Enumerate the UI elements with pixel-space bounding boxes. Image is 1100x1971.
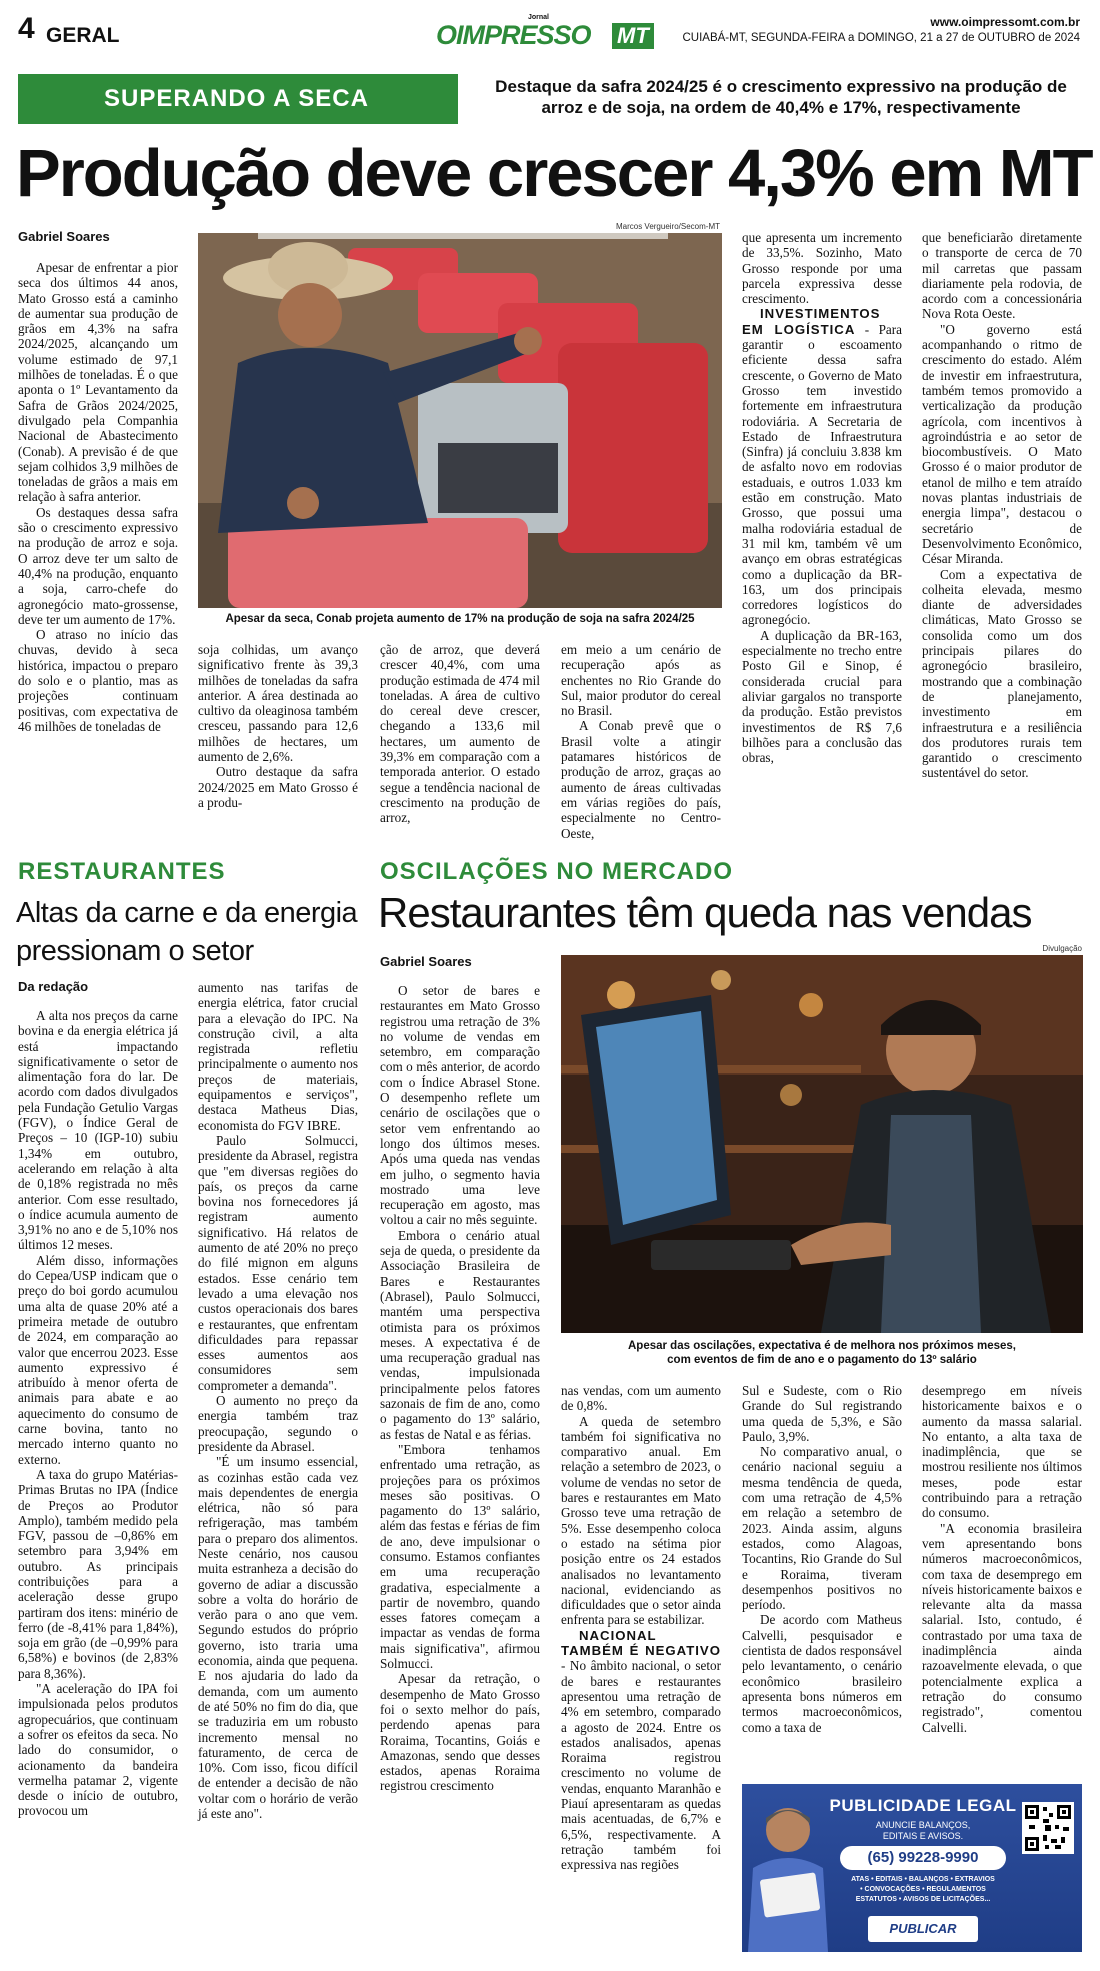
caption-line-1: Apesar das oscilações, expectativa é de melhora nos próximos meses, [628, 1340, 1016, 1352]
paragraph: soja colhidas, um avanço significativo frente às 39,3 milhões de toneladas da safra anterior. A área destinada ao cultivo da oleaginosa também cresceu, passando para 12,6 milhões de hectares, um aumento de 2,6%. [198, 642, 358, 765]
logo-small-text: Jornal [528, 14, 550, 21]
top-story-byline: Gabriel Soares [18, 229, 110, 244]
caption-line-2: com eventos de fim de ano e o pagamento do 13º salário [667, 1354, 977, 1366]
ad-services-3: ESTATUTOS • AVISOS DE LICITAÇÕES... [855, 1896, 991, 1903]
ad-title: PUBLICIDADE LEGAL [829, 1796, 1017, 1815]
top-story-column-6 [922, 230, 1082, 781]
paragraph: "Embora tenhamos enfrentado uma retração, as projeções para os próximos meses são positivas. O pagamento do 13º salário, além das festas e férias de fim de ano, deve impulsionar o consumo. Estamos confiantes em uma recuperação gradativa, especialmente a partir de novembro, quando esses fatores começam a impactar as vendas de forma mais significativa", afirmou Solmucci. [380, 1441, 540, 1672]
paragraph: Outro destaque da safra 2024/2025 em Mato Grosso é a produ- [198, 764, 358, 810]
right-story-column-3 [742, 1383, 902, 1735]
paragraph [742, 306, 902, 627]
right-photo-credit: Divulgação [1042, 944, 1082, 953]
dateline: CUIABÁ-MT, SEGUNDA-FEIRA a DOMINGO, 21 a 27 de OUTUBRO de 2024 [682, 32, 1080, 44]
national-subhead: NACIONAL TAMBÉM É NEGATIVO [561, 1627, 721, 1659]
newspaper-logo [436, 12, 661, 52]
section-label: GERAL [46, 24, 120, 47]
paragraph: A Conab prevê que o Brasil volte a atingir patamares históricos de produção de arroz, graças ao aumento de áreas cultivadas em várias regiões do país, especialmente no Centro-Oeste, [561, 718, 721, 841]
paragraph: Paulo Solmucci, presidente da Abrasel, registra que "em diversas regiões do país, os preços da carne bovina nos fornecedores já registram aumento significativo. Há relatos de aumento de até 20% no preço do filé mignon em alguns estados. Esse cenário tem levado a uma elevação nos custos operacionais dos bares e restaurantes, que enfrentam dificuldades para repassar esses aumentos aos consumidores sem comprometer a demanda". [198, 1132, 358, 1393]
left-story-byline: Da redação [18, 979, 89, 994]
top-story-column-4 [561, 642, 721, 841]
legal-publicity-ad[interactable] [742, 1784, 1082, 1952]
paragraph: Os destaques dessa safra são o crescimento expressivo na produção de arroz e soja. O arroz deve ter um salto de 40,4% na produção, enquanto a soja, carro-chefe do agronegócio mato-grossense, deve ter um aumento de 17%. [18, 504, 178, 627]
ad-services-2: • CONVOCAÇÕES • REGULAMENTOS [860, 1886, 986, 1893]
paragraph: A duplicação da BR-163, especialmente no trecho entre Posto Gil e Sinop, é considerada crucial para aliviar gargalos no transporte da produção. Estão previstos investimentos de R$ 7,6 bilhões para a conclusão das obras, [742, 627, 902, 766]
paragraph: "O governo está acompanhando o ritmo de crescimento do estado. Além de investir em infraestrutura, também temos promovido a verticalização da produção agrícola, com incentivos à agroindústria e ao setor de biocombustíveis. O Mato Grosso é o maior produtor de etanol de milho e tem atraído novas plantas industriais de energia limpa", destacou o secretário de Desenvolvimento Econômico, César Miranda. [922, 321, 1082, 567]
top-photo-credit: Marcos Vergueiro/Secom-MT [615, 222, 720, 231]
farmer-planter-photo [198, 233, 722, 608]
ad-person-figure [748, 1798, 828, 1952]
paragraph: Apesar de enfrentar a pior seca dos últimos 44 anos, Mato Grosso está a caminho de aumentar sua produção de grãos em 4,3% na safra 2024/2025, alcançando um volume estimado de 97,1 milhões de toneladas. É o que aponta o 1º Levantamento da Safra de Grãos 2024/2025, divulgado pela Companhia Nacional de Abastecimento (Conab). A previsão é de que sejam colhidos 3,9 milhões de toneladas de grãos a mais em relação à safra anterior. [18, 260, 178, 505]
paragraph: Sul e Sudeste, com o Rio Grande do Sul registrando uma queda de 5,3%, e São Paulo, 3,9%. [742, 1383, 902, 1444]
right-story-byline: Gabriel Soares [380, 954, 472, 969]
right-story-headline: Restaurantes têm queda nas vendas [378, 889, 1032, 936]
ad-phone[interactable]: (65) 99228-9990 [840, 1846, 1006, 1870]
paragraph: Embora o cenário atual seja de queda, o presidente da Associação Brasileira de Bares e Restaurantes (Abrasel), Paulo Solmucci, mantém uma perspectiva otimista para os próximos meses. A expectativa é de uma recuperação gradual nas vendas, impulsionada principalmente pelos fatores sazonais de fim de ano, como o pagamento do 13º salário, as festas de Natal e as férias. [380, 1227, 540, 1442]
paragraph: A queda de setembro também foi significativa no comparativo anual. Em relação a setembro de 2023, o volume de vendas no setor de bares e restaurantes em Mato Grosso teve uma retração de 5%. Esse desempenho coloca o estado na sétima pior posição entre os 24 estados analisados no levantamento nacional, evidenciando as dificuldades que o setor ainda enfrenta para se estabilizar. [561, 1413, 721, 1628]
top-photo-caption: Apesar da seca, Conab projeta aumento de 17% na produção de soja na safra 2024/25 [225, 613, 695, 625]
ad-services-1: ATAS • EDITAIS • BALANÇOS • EXTRAVIOS [851, 1876, 995, 1883]
top-story-tag: SUPERANDO A SECA [18, 74, 458, 124]
paragraph: que apresenta um incremento de 33,5%. Sozinho, Mato Grosso responde por uma parcela expressiva desse crescimento. [742, 230, 902, 307]
paragraph: "A economia brasileira vem apresentando bons números macroeconômicos, com taxa de desemprego em níveis historicamente baixos e relevante alta da massa salarial. Isto, contudo, é contrastado por uma taxa de inadimplência ainda razoavelmente elevada, o que potencialmente explica a retração do consumo registrado", comentou Calvelli. [922, 1520, 1082, 1735]
paragraph: que beneficiarão diretamente o transporte de cerca de 70 mil carretas que passam diariamente pela rodovia, de acordo com a concessionária Nova Rota Oeste. [922, 230, 1082, 322]
paragraph: O setor de bares e restaurantes em Mato Grosso registrou uma retração de 3% no volume de vendas em setembro, em comparação com o mês anterior, de acordo com o Índice Abrasel Stone. O desempenho reflete um cenário de oscilações que o setor vem enfrentando ao longo dos últimos meses. Após uma queda nas vendas em julho, o segmento havia mostrado uma leve recuperação em agosto, mas voltou a cair no mês seguinte. [380, 983, 540, 1228]
ad-line-1: ANUNCIE BALANÇOS, [875, 1820, 971, 1830]
right-story-column-1 [380, 983, 540, 1794]
paragraph: Além disso, informações do Cepea/USP indicam que o preço do boi gordo acumulou uma alta de quase 20% até a primeira metade de outubro de 2024, em comparação ao valor que encerrou 2023. Esse aumento expressivo é atribuído à menor oferta de animais para abate e ao aquecimento do consumo de carne bovina, tanto no mercado interno quanto no externo. [18, 1252, 178, 1467]
paragraph: "É um insumo essencial, as cozinhas estão cada vez mais dependentes de energia elétrica, não só para refrigeração, mas também para o preparo dos alimentos. Neste cenário, nos causou muita estranheza a decisão do governo de adiar a discussão sobre a volta do horário de verão para o ano que vem. Segundo estudos do próprio governo, isto traria uma economia, ainda que pequena. E nos ajudaria do lado da demanda, com um aumento de até 50% no fim do dia, que se traduziria em um robusto incremento mensal no faturamento, de cerca de 10%. Com isso, ficou difícil de entender a decisão de não voltar com o horário de verão já este ano". [198, 1454, 358, 1822]
ad-line-2: EDITAIS E AVISOS. [882, 1831, 964, 1841]
website[interactable]: www.oimpressomt.com.br [930, 15, 1080, 29]
left-story-tag: RESTAURANTES [18, 858, 226, 885]
paragraph: A alta nos preços da carne bovina e da energia elétrica já está impactando significativamente o setor de alimentação fora do lar. De acordo com dados divulgados pela Fundação Getulio Vargas (FGV), o Índice Geral de Preços – 10 (IGP-10) subiu 1,34% em outubro, acelerando em relação à alta de 0,18% registrada no mês anterior. Com esse resultado, o índice acumula aumento de 3,91% no ano e de 5,10% nos últimos 12 meses. [18, 1008, 178, 1253]
paragraph [561, 1628, 721, 1873]
paragraph: ção de arroz, que deverá crescer 40,4%, com uma produção estimada de 474 mil toneladas. A área de cultivo do cereal deve crescer, chegando a 133,6 mil hectares, um aumento de 39,3% em comparação com a temporada anterior. O estado segue a tendência nacional de crescimento na produção de arroz, [380, 642, 540, 826]
top-story-column-5 [742, 230, 902, 765]
paragraph: O aumento no preço da energia também traz preocupação, segundo o presidente da Abrasel. [198, 1393, 358, 1454]
paragraph: A taxa do grupo Matérias-Primas Brutas no IPA (Índice de Preços ao Produtor Amplo), também medido pela FGV, passou de –0,86% em setembro para 3,94% em outubro. As principais contribuições para a aceleração desse grupo partiram dos itens: minério de ferro (de -8,41% para 1,84%), soja em grão (de –0,99% para 6,58%) e bovinos (de 2,83% para 8,36%). [18, 1466, 178, 1681]
right-photo-caption [561, 1339, 1083, 1367]
paragraph: nas vendas, com um aumento de 0,8%. [561, 1383, 721, 1414]
logistics-subhead: INVESTIMENTOS EM LOGÍSTICA [742, 306, 881, 337]
paragraph: No comparativo anual, o cenário nacional seguiu a mesma tendência de queda, com uma retração de 4,5% em relação a setembro de 2023. Ainda assim, alguns estados, como Alagoas, Tocantins, Rio Grande do Sul e Roraima, tiveram desempenhos positivos no período. [742, 1444, 902, 1613]
top-story-deck: Destaque da safra 2024/25 é o crescimento expressivo na produção de arroz e de soja, na ordem de 40,4% e 17%, respectivamente [495, 77, 1067, 117]
paragraph: Apesar da retração, o desempenho de Mato Grosso foi o sexto melhor do país, perdendo apenas para Roraima, Tocantins, Goiás e Amazonas, sendo que desses estados, apenas Roraima registrou crescimento [380, 1671, 540, 1794]
top-story-column-1 [18, 260, 178, 734]
paragraph: Com a expectativa de colheita elevada, mesmo diante de adversidades climáticas, Mato Grosso se consolida como um dos principais pilares do agronegócio brasileiro, mostrando que a combinação de planejamento, investimento em infraestrutura e a resiliência dos produtores rurais tem garantido o crescimento sustentável do setor. [922, 566, 1082, 781]
logo-text: OIMPRESSO [436, 20, 591, 50]
logo-badge: MT [612, 23, 654, 49]
ad-brand: PUBLICAR [868, 1916, 978, 1942]
left-story-headline: Altas da carne e da energia pressionam o setor [16, 897, 358, 967]
top-story-column-3 [380, 642, 540, 826]
paragraph-text: - No âmbito nacional, o setor de bares e restaurantes apresentou uma retração de 4% em setembro, comparado a agosto de 2024. Entre os estados analisados, apenas Roraima registrou crescimento no volume de vendas, enquanto Maranhão e Piauí apresentaram as quedas mais acentuadas, de 6,7% e 6,5%, respectivamente. A retração também foi expressiva nas regiões [561, 1658, 721, 1873]
paragraph: "A aceleração do IPA foi impulsionada pelos produtos agropecuários, que continuam a sofrer os efeitos da seca. No lado do consumidor, o acionamento da bandeira vermelha patamar 2, vigente desde o início de outubro, provocou um [18, 1681, 178, 1819]
left-story-column-1 [18, 1008, 178, 1819]
qr-code-icon[interactable] [1022, 1802, 1074, 1854]
paragraph: aumento nas tarifas de energia elétrica, fator crucial para a elevação do IPC. Na construção civil, a alta registrada refletiu principalmente o aumento nos preços de materiais, equipamentos e serviços", destaca Matheus Dias, economista do FGV IBRE. [198, 980, 358, 1133]
right-story-column-4 [922, 1383, 1082, 1735]
page-number: 4 [18, 12, 35, 45]
top-story-headline: Produção deve crescer 4,3% em MT [16, 136, 1092, 211]
paragraph-text: - Para garantir o escoamento eficiente dessa safra crescente, o Governo de Mato Grosso tem investido fortemente em infraestrutura rodoviária. A Secretaria de Estado de Infraestrutura (Sinfra) já concluiu 3.838 km de asfalto novo em rodovias estaduais, e outros 1.033 km estão em construção. Mato Grosso, que possui uma malha rodoviária estadual de 31 mil km, também vê um avanço em obras estratégicas como a duplicação da BR-163, um dos principais corredores logísticos do agronegócio. [742, 321, 902, 628]
right-story-tag: OSCILAÇÕES NO MERCADO [380, 858, 734, 885]
paragraph: em meio a um cenário de recuperação após as enchentes no Rio Grande do Sul, maior produtor do cereal no Brasil. [561, 642, 721, 719]
top-story-column-2 [198, 642, 358, 810]
left-story-column-2 [198, 980, 358, 1821]
paragraph: desemprego em níveis historicamente baixos e o aumento da massa salarial. No entanto, a alta taxa de inadimplência, que se mostrou resiliente nos últimos meses, pode estar contribuindo para a retração do consumo. [922, 1383, 1082, 1521]
restaurant-worker-photo [561, 955, 1083, 1333]
paragraph: De acordo com Matheus Calvelli, pesquisador e cientista de dados responsável pelo levantamento, o cenário econômico brasileiro apresenta bons números em termos macroeconômicos, como a taxa de [742, 1612, 902, 1735]
paragraph: O atraso no início das chuvas, devido à seca histórica, impactou o preparo do solo e o plantio, mas as projeções continuam positivas, com expectativa de 46 milhões de toneladas de [18, 627, 178, 734]
right-story-column-2 [561, 1383, 721, 1873]
